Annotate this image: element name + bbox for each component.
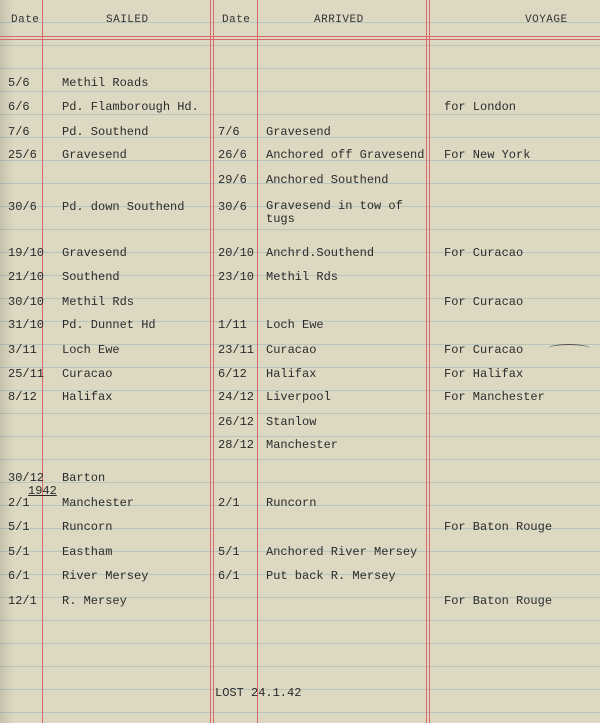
sailed-date: 12/1 — [8, 594, 37, 608]
arrived-place: Anchored off Gravesend — [266, 148, 425, 162]
sailed-date: 6/6 — [8, 100, 30, 114]
arrived-date: 24/12 — [218, 390, 255, 404]
arrived-place: Stanlow — [266, 415, 317, 429]
sailed-place: Runcorn — [62, 520, 113, 534]
arrived-place: Halifax — [266, 367, 317, 381]
arrived-place: Anchored Southend — [266, 173, 389, 187]
sailed-date: 30/6 — [8, 200, 37, 214]
sailed-place: Barton — [62, 471, 106, 485]
voyage-destination: For Curacao — [444, 295, 524, 309]
voyage-destination: For Curacao — [444, 343, 524, 357]
arrived-place: Manchester — [266, 438, 339, 452]
sailed-date: 25/6 — [8, 148, 37, 162]
arrived-place: Methil Rds — [266, 270, 339, 284]
column-rule-date2 — [257, 0, 258, 723]
pen-stroke — [548, 344, 590, 353]
arrived-place: Anchrd.Southend — [266, 246, 375, 260]
arrived-date: 1/11 — [218, 318, 247, 332]
column-rule-arrived-double — [429, 0, 430, 723]
sailed-place: Loch Ewe — [62, 343, 120, 357]
column-rule-date1 — [42, 0, 43, 723]
sailed-place: Manchester — [62, 496, 135, 510]
sailed-date: 5/1 — [8, 520, 30, 534]
voyage-destination: for London — [444, 100, 517, 114]
header-sailed: SAILED — [106, 14, 149, 26]
sailed-place: Gravesend — [62, 246, 127, 260]
sailed-place: Pd. Dunnet Hd — [62, 318, 156, 332]
sailed-date: 30/12 — [8, 471, 45, 485]
sailed-date: 8/12 — [8, 390, 37, 404]
arrived-date: 30/6 — [218, 200, 247, 214]
arrived-place: Curacao — [266, 343, 317, 357]
header-rule — [0, 36, 600, 37]
arrived-place: Gravesend — [266, 125, 331, 139]
arrived-date: 6/12 — [218, 367, 247, 381]
arrived-place: Put back R. Mersey — [266, 569, 396, 583]
year-note: 1942 — [28, 484, 57, 498]
sailed-date: 5/6 — [8, 76, 30, 90]
arrived-place: Loch Ewe — [266, 318, 324, 332]
voyage-destination: For Curacao — [444, 246, 524, 260]
arrived-place: Anchored River Mersey — [266, 545, 418, 559]
sailed-date: 21/10 — [8, 270, 45, 284]
sailed-date: 31/10 — [8, 318, 45, 332]
column-rule-sailed-double — [213, 0, 214, 723]
column-rule-arrived — [426, 0, 427, 723]
header-date-sailed: Date — [11, 14, 40, 26]
sailed-place: Pd. Southend — [62, 125, 149, 139]
sailed-date: 5/1 — [8, 545, 30, 559]
voyage-destination: For Halifax — [444, 367, 524, 381]
sailed-place: River Mersey — [62, 569, 149, 583]
lost-note: LOST 24.1.42 — [215, 686, 302, 700]
header-arrived: ARRIVED — [314, 14, 364, 26]
arrived-date: 28/12 — [218, 438, 255, 452]
sailed-date: 19/10 — [8, 246, 45, 260]
sailed-date: 2/1 — [8, 496, 30, 510]
sailed-place: Pd. down Southend — [62, 200, 185, 214]
sailed-place: Methil Rds — [62, 295, 135, 309]
header-voyage: VOYAGE — [525, 14, 568, 26]
voyage-destination: For Baton Rouge — [444, 594, 553, 608]
arrived-date: 26/6 — [218, 148, 247, 162]
sailed-place: Methil Roads — [62, 76, 149, 90]
arrived-date: 7/6 — [218, 125, 240, 139]
header-rule-double — [0, 39, 600, 40]
arrived-date: 6/1 — [218, 569, 240, 583]
arrived-place: Runcorn — [266, 496, 317, 510]
sailed-place: Southend — [62, 270, 120, 284]
sailed-place: Curacao — [62, 367, 113, 381]
sailed-date: 25/11 — [8, 367, 45, 381]
arrived-date: 2/1 — [218, 496, 240, 510]
arrived-date: 20/10 — [218, 246, 255, 260]
arrived-date: 26/12 — [218, 415, 255, 429]
voyage-destination: For New York — [444, 148, 531, 162]
voyage-destination: For Baton Rouge — [444, 520, 553, 534]
arrived-date: 29/6 — [218, 173, 247, 187]
voyage-destination: For Manchester — [444, 390, 545, 404]
column-rule-sailed — [210, 0, 211, 723]
sailed-place: Eastham — [62, 545, 113, 559]
arrived-date: 23/10 — [218, 270, 255, 284]
sailed-date: 6/1 — [8, 569, 30, 583]
sailed-date: 30/10 — [8, 295, 45, 309]
arrived-place: Liverpool — [266, 390, 331, 404]
sailed-place: R. Mersey — [62, 594, 127, 608]
arrived-date: 5/1 — [218, 545, 240, 559]
sailed-date: 7/6 — [8, 125, 30, 139]
sailed-date: 3/11 — [8, 343, 37, 357]
sailed-place: Gravesend — [62, 148, 127, 162]
arrived-date: 23/11 — [218, 343, 255, 357]
sailed-place: Halifax — [62, 390, 113, 404]
arrived-place: Gravesend in tow of tugs — [266, 199, 403, 226]
sailed-place: Pd. Flamborough Hd. — [62, 100, 199, 114]
header-date-arrived: Date — [222, 14, 251, 26]
